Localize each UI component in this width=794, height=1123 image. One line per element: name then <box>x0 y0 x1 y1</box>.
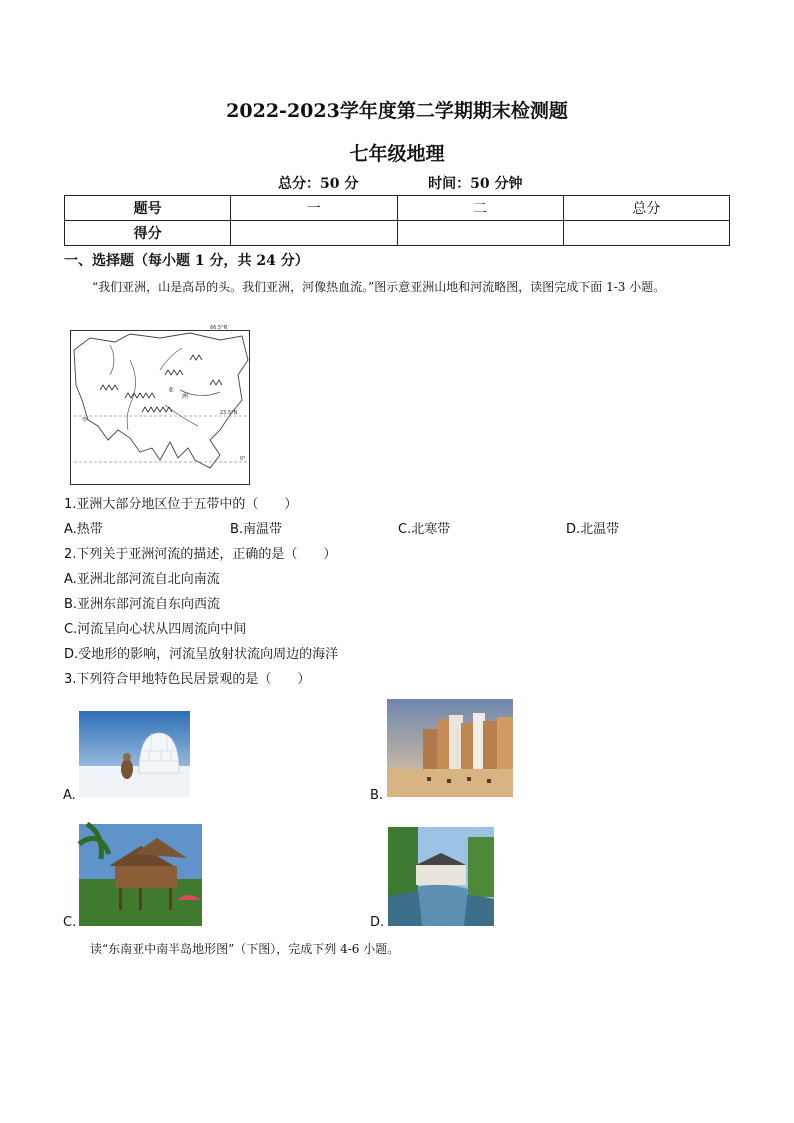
total-score: 总分：50 分 <box>278 176 359 192</box>
score-header-cell: 一 <box>231 196 397 221</box>
option-2d[interactable]: D.受地形的影响，河流呈放射状流向周边的海洋 <box>64 647 339 662</box>
exam-time: 时间：50 分钟 <box>428 176 523 192</box>
score-cell[interactable] <box>563 221 729 246</box>
map-label: 洲 <box>182 393 189 400</box>
option-2c[interactable]: C.河流呈向心状从四周流向中间 <box>64 622 247 637</box>
exam-title: 2022-2023学年度第二学期期末检测题 <box>226 100 568 122</box>
stilt-house-photo[interactable] <box>79 824 202 926</box>
section-heading: 一、选择题（每小题 1 分，共 24 分） <box>64 253 309 269</box>
desert-houses-photo[interactable] <box>387 699 513 797</box>
option-2a[interactable]: A.亚洲北部河流自北向南流 <box>64 572 220 587</box>
option-1c[interactable]: C.北寒带 <box>398 522 451 537</box>
question-1: 1.亚洲大部分地区位于五带中的（ ） <box>64 497 298 512</box>
exam-meta <box>278 173 522 193</box>
option-3c[interactable]: C. <box>63 915 77 930</box>
latitude-label: 0° <box>240 456 246 462</box>
score-row-label: 得分 <box>65 221 231 246</box>
score-cell[interactable] <box>397 221 563 246</box>
latitude-label: 23.5°N <box>220 410 238 416</box>
map-label: 亚 <box>168 387 175 394</box>
igloo-photo[interactable] <box>79 711 190 797</box>
score-table-row <box>65 221 730 246</box>
option-2b[interactable]: B.亚洲东部河流自东向西流 <box>64 597 221 612</box>
score-cell[interactable] <box>231 221 397 246</box>
question-3: 3.下列符合甲地特色民居景观的是（ ） <box>64 672 311 687</box>
score-header-cell: 二 <box>397 196 563 221</box>
option-3b[interactable]: B. <box>370 788 384 803</box>
score-header-cell: 总分 <box>563 196 729 221</box>
score-header-cell: 题号 <box>65 196 231 221</box>
section-intro: “我们亚洲，山是高昂的头。我们亚洲，河像热血流。”图示意亚洲山地和河流略图，读图完成下面 1-3 小题。 <box>92 280 666 294</box>
option-3d[interactable]: D. <box>370 915 385 930</box>
option-1b[interactable]: B.南温带 <box>230 522 283 537</box>
score-table <box>64 195 730 246</box>
score-table-header-row <box>65 196 730 221</box>
option-1a[interactable]: A.热带 <box>64 522 103 537</box>
map-label-jia: 甲 <box>82 417 89 424</box>
option-3a[interactable]: A. <box>63 788 76 803</box>
section-note: 读“东南亚中南半岛地形图”（下图），完成下列 4-6 小题。 <box>90 942 400 956</box>
asia-map <box>70 325 250 485</box>
latitude-label: 66.5°N <box>210 325 228 331</box>
exam-subtitle: 七年级地理 <box>349 143 445 165</box>
question-2: 2.下列关于亚洲河流的描述，正确的是（ ） <box>64 547 337 562</box>
water-town-photo[interactable] <box>388 827 494 926</box>
option-1d[interactable]: D.北温带 <box>566 522 620 537</box>
